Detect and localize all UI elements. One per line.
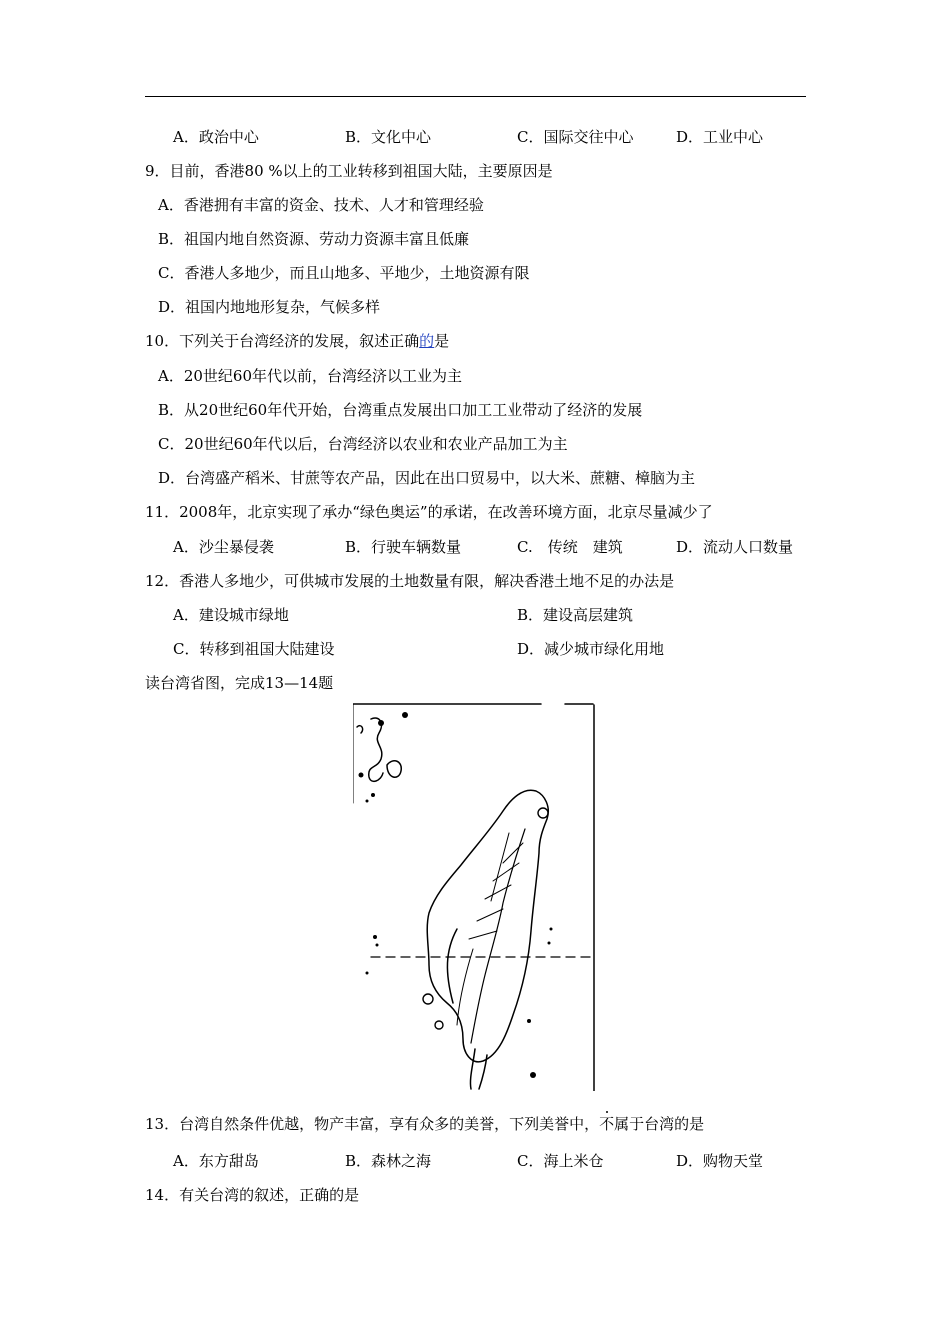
q10-stem-text: 10．下列关于台湾经济的发展，叙述正确 [145,332,420,350]
q9-option-b[interactable]: B．祖国内地自然资源、劳动力资源丰富且低廉 [158,230,470,248]
q9-option-a[interactable]: A．香港拥有丰富的资金、技术、人才和管理经验 [158,196,484,214]
q8-option-c[interactable]: C．国际交往中心 [517,128,634,146]
q11-option-a[interactable]: A．沙尘暴侵袭 [173,538,274,556]
q9-stem: 9．目前，香港80 %以上的工业转移到祖国大陆，主要原因是 [145,162,553,180]
city-markers [423,808,548,1029]
q12-option-c[interactable]: C．转移到祖国大陆建设 [173,640,335,658]
q10-option-a[interactable]: A．20世纪60年代以前，台湾经济以工业为主 [158,367,463,385]
q13-stem-emphasis: 不 [599,1115,615,1133]
header-rule [145,96,806,97]
q8-option-b[interactable]: B．文化中心 [345,128,432,146]
q10-stem [145,331,449,351]
q12-option-b[interactable]: B．建设高层建筑 [517,606,634,624]
q8-option-a[interactable]: A．政治中心 [173,128,259,146]
q12-option-d[interactable]: D．减少城市绿化用地 [517,640,665,658]
west-coast-line [447,929,457,1003]
coast-fragment [357,726,363,733]
coastline [369,718,383,781]
q11-stem: 11．2008年，北京实现了承办“绿色奥运”的承诺，在改善环境方面，北京尽量减少了 [145,503,713,521]
alishan-range [457,949,473,1025]
q10-option-b[interactable]: B．从20世纪60年代开始，台湾重点发展出口加工工业带动了经济的发展 [158,401,643,419]
q10-option-c[interactable]: C．20世纪60年代以后，台湾经济以农业和农业产品加工为主 [158,435,568,453]
rivers [469,843,523,939]
q12-option-a[interactable]: A．建设城市绿地 [173,606,289,624]
q10-option-d[interactable]: D．台湾盛产稻米、甘蔗等农产品，因此在出口贸易中，以大米、蔗糖、樟脑为主 [158,469,696,487]
q9-option-c[interactable]: C．香港人多地少，而且山地多、平地少，土地资源有限 [158,264,530,282]
q10-stem-end: 是 [434,332,450,350]
q14-stem: 14．有关台湾的叙述，正确的是 [145,1186,360,1204]
q13-option-d[interactable]: D．购物天堂 [676,1152,764,1170]
q13-stem-end: 属于台湾的是 [614,1115,705,1133]
q12-stem: 12．香港人多地少，可供城市发展的土地数量有限，解决香港土地不足的办法是 [145,572,675,590]
southern-cape [470,1049,487,1089]
q13-option-c[interactable]: C．海上米仓 [517,1152,604,1170]
taiwan-map [353,703,596,1091]
q10-stem-link[interactable]: 的 [419,332,435,350]
map-intro: 读台湾省图，完成13—14题 [145,674,334,692]
q9-option-d[interactable]: D．祖国内地地形复杂，气候多样 [158,298,381,316]
q13-stem [145,1114,704,1134]
island-outline [387,761,401,778]
q11-option-b[interactable]: B．行驶车辆数量 [345,538,462,556]
q11-option-d[interactable]: D．流动人口数量 [676,538,794,556]
q13-stem-text: 13．台湾自然条件优越，物产丰富，享有众多的美誉，下列美誉中， [145,1115,600,1133]
q11-option-c[interactable]: C. 传统 建筑 [517,538,623,556]
q13-option-a[interactable]: A．东方甜岛 [173,1152,259,1170]
q13-option-b[interactable]: B．森林之海 [345,1152,432,1170]
q8-option-d[interactable]: D．工业中心 [676,128,764,146]
